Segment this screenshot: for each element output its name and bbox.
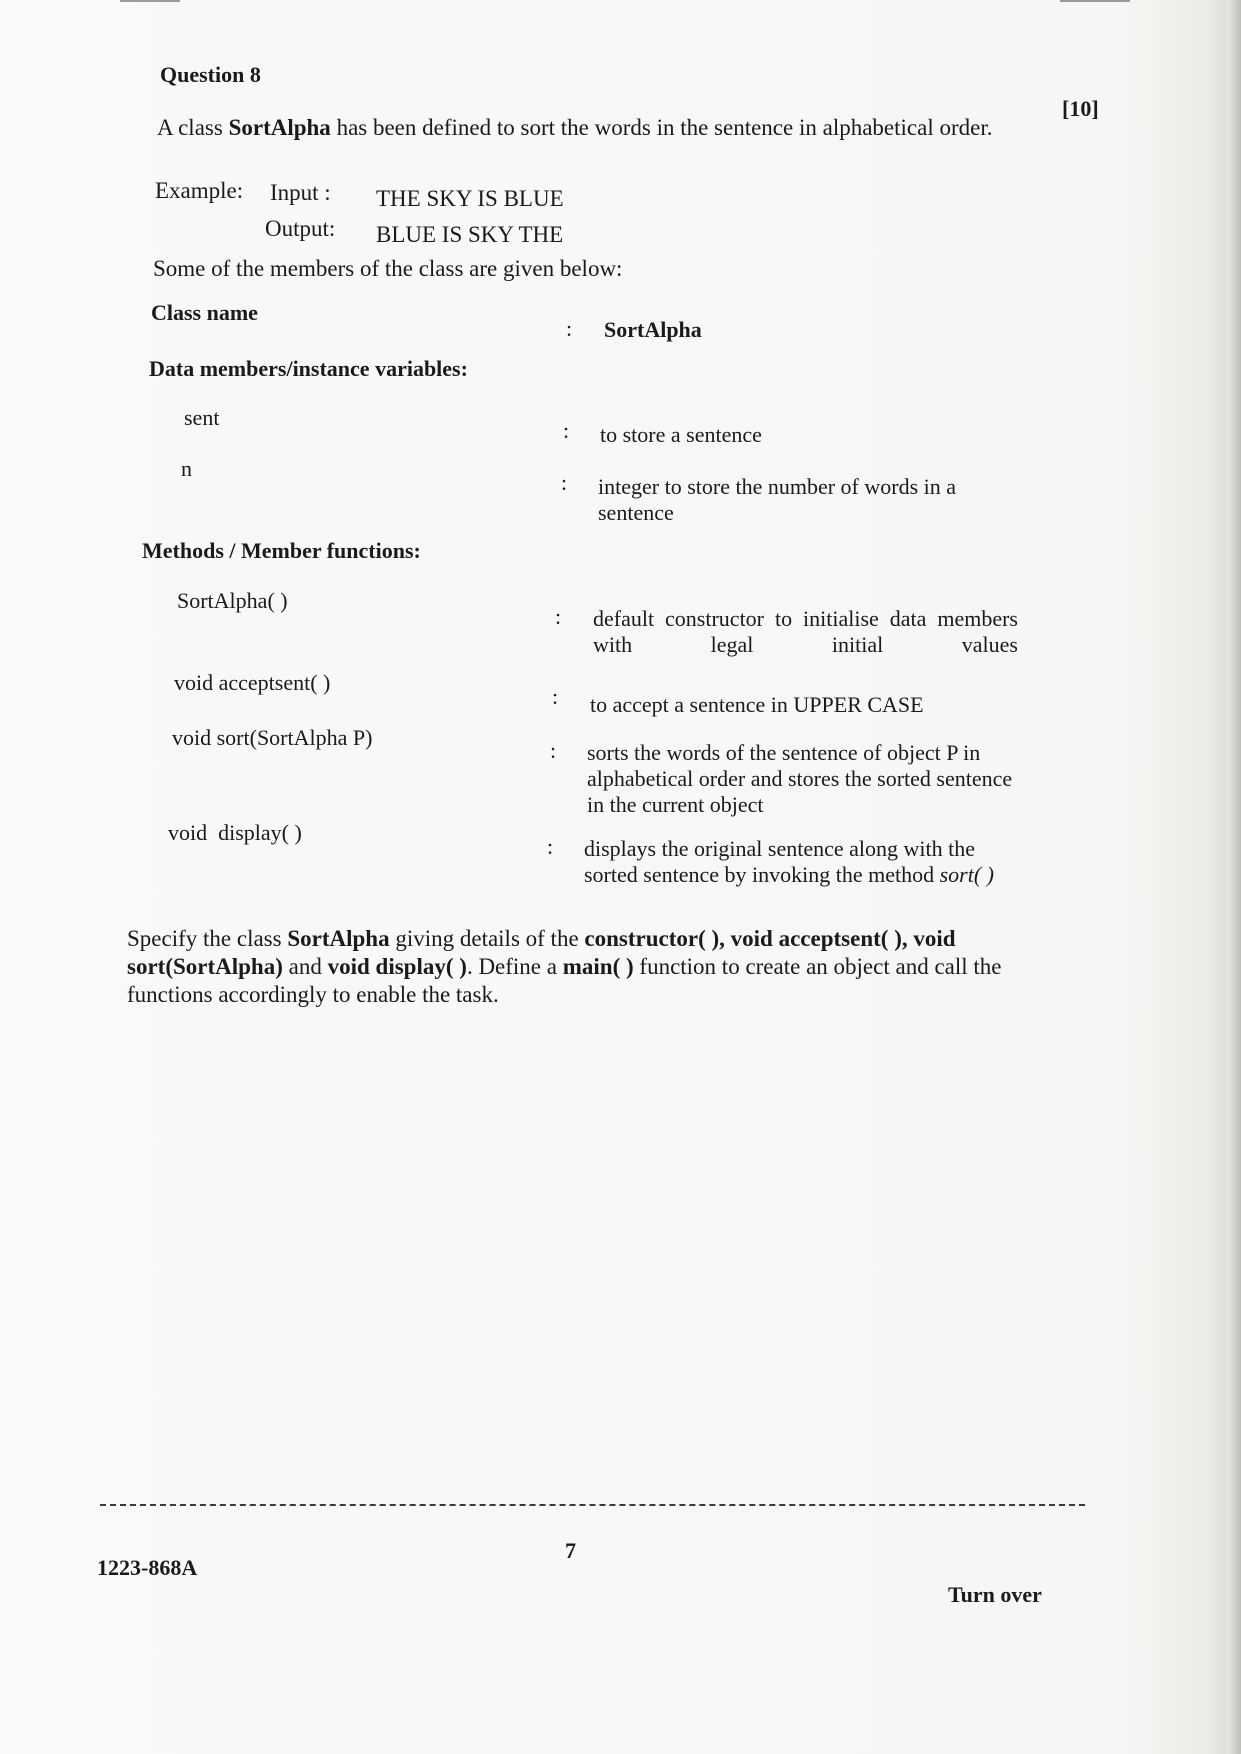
example-input-value: THE SKY IS BLUE: [376, 186, 564, 211]
scan-mark: [120, 0, 180, 2]
method-name: void sort(SortAlpha P): [172, 725, 373, 750]
intro-text-pre: A class: [157, 115, 229, 140]
class-name-label: Class name: [151, 300, 258, 325]
class-name-colon: :: [566, 316, 573, 341]
data-member-colon: :: [563, 418, 570, 443]
specify-text: and: [282, 954, 328, 979]
method-colon: :: [552, 684, 559, 709]
footer-divider: [100, 1504, 1085, 1506]
specify-paragraph: [127, 925, 1007, 1009]
intro-text-post: has been defined to sort the words in the sentence in alphabetical order.: [330, 115, 993, 140]
question-marks: [10]: [1062, 96, 1099, 121]
intro-class-name: SortAlpha: [228, 115, 331, 140]
page-edge-shadow: [1227, 0, 1241, 1754]
data-member-name: sent: [184, 405, 220, 430]
page-number: 7: [565, 1538, 576, 1563]
specify-bold: main( ): [562, 954, 634, 979]
method-desc-text: displays the original sentence along with the sorted sentence by invoking the method: [584, 836, 976, 887]
method-colon: :: [550, 738, 557, 763]
specify-bold: constructor( ), void acceptsent( ), void sort(SortAlpha): [127, 926, 956, 979]
method-desc: sorts the words of the sentence of object P in alphabetical order and stores the sorted sentence in the current object: [587, 740, 1013, 817]
method-name: SortAlpha( ): [177, 588, 288, 613]
question-intro: [157, 114, 1037, 142]
specify-bold: void display( ): [327, 954, 467, 979]
data-member-name: n: [181, 456, 192, 481]
method-colon: :: [555, 604, 562, 629]
example-input-label: Input :: [270, 180, 331, 205]
method-desc-em: sort( ): [939, 862, 994, 887]
example-label: Example:: [155, 178, 244, 203]
method-name: void display( ): [168, 820, 302, 845]
specify-text: Specify the class: [127, 926, 288, 951]
method-colon: :: [547, 834, 554, 859]
specify-bold: SortAlpha: [287, 926, 390, 951]
example-output-label: Output:: [265, 216, 336, 241]
turn-over-label: Turn over: [948, 1582, 1042, 1607]
specify-text: function to create an object and call the functions accordingly to enable the task.: [127, 954, 1002, 1007]
scan-mark: [1060, 0, 1130, 2]
method-desc: default constructor to initialise data members with legal initial values: [593, 606, 1018, 657]
class-name-value: SortAlpha: [604, 317, 702, 342]
method-desc: to accept a sentence in UPPER CASE: [590, 692, 924, 717]
members-intro: Some of the members of the class are given below:: [153, 256, 623, 281]
data-member-desc: integer to store the number of words in a sentence: [598, 474, 957, 525]
paper-code: 1223-868A: [97, 1555, 198, 1580]
method-name: void acceptsent( ): [174, 670, 331, 695]
method-desc: [584, 836, 1009, 888]
data-member-colon: :: [561, 470, 568, 495]
question-title: Question 8: [160, 62, 261, 87]
specify-text: giving details of the: [389, 926, 585, 951]
data-members-heading: Data members/instance variables:: [149, 356, 468, 381]
data-member-desc: to store a sentence: [600, 422, 762, 447]
methods-heading: Methods / Member functions:: [142, 538, 421, 563]
specify-text: . Define a: [466, 954, 563, 979]
example-output-value: BLUE IS SKY THE: [376, 222, 564, 247]
